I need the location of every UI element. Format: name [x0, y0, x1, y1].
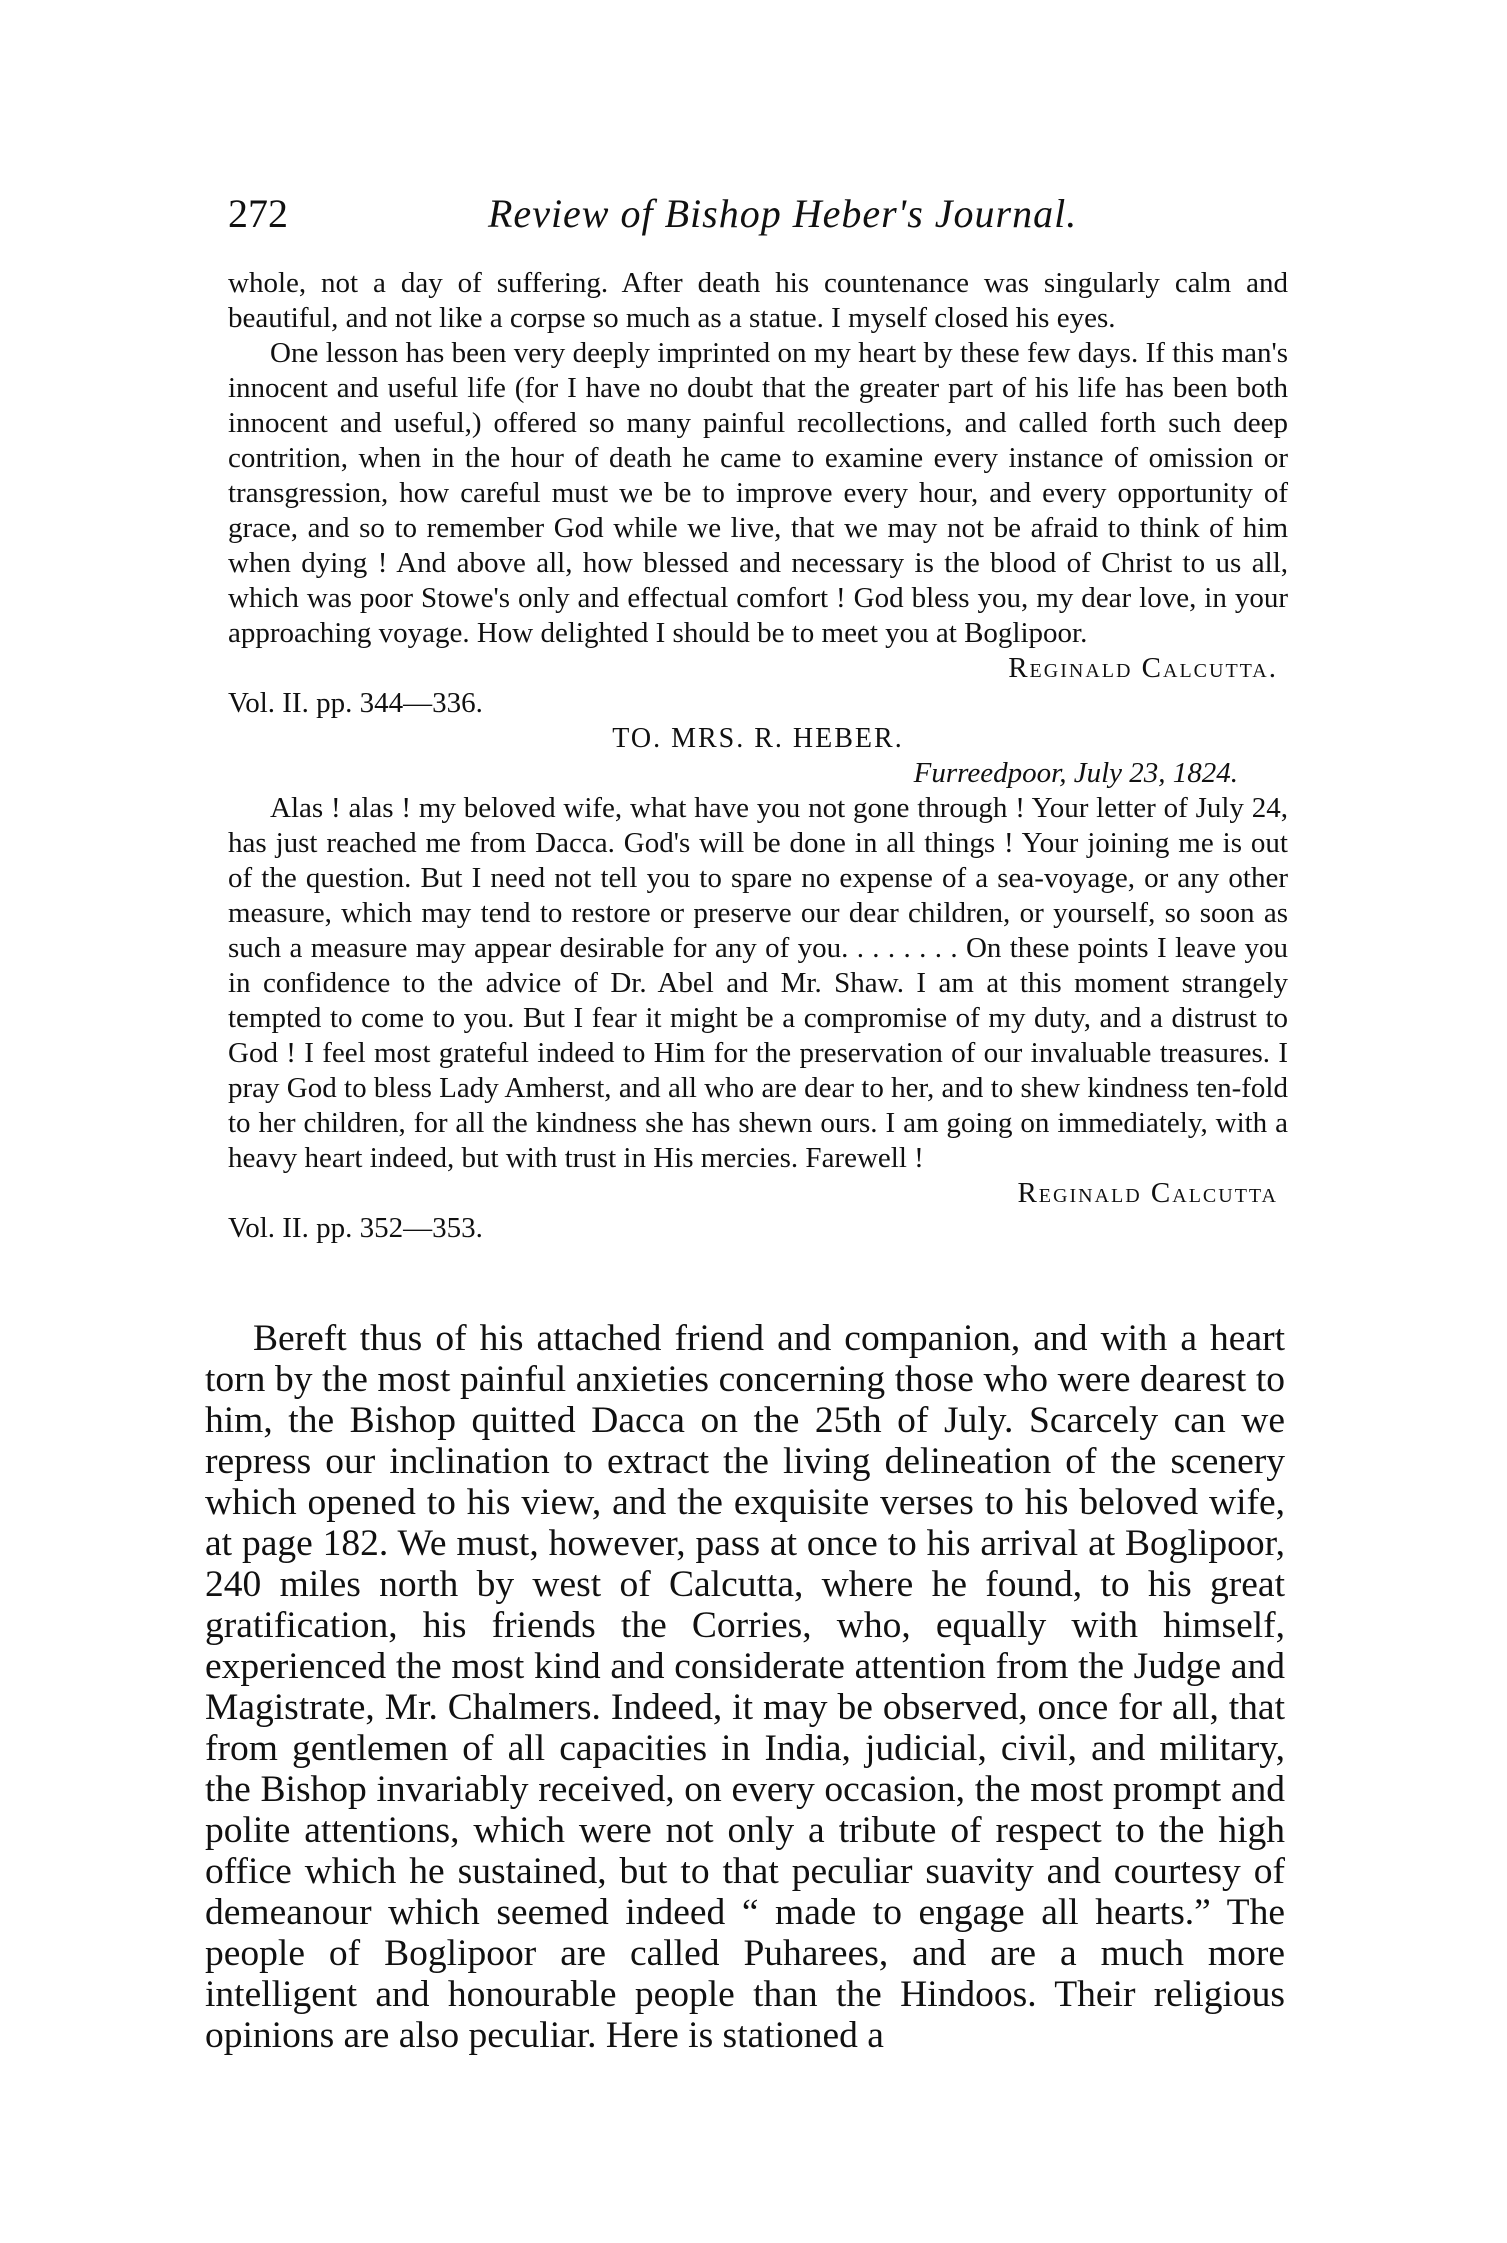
main-text: [205, 1318, 1285, 2056]
letter-reference: Vol. II. pp. 344—336.: [228, 687, 483, 719]
letter-heading: TO. MRS. R. HEBER.: [612, 723, 904, 754]
body-paragraph: Bereft thus of his attached friend and companion, and with a heart torn by the most painful anxieties concerning those who were dearest to him, the Bishop quitted Dacca on the 25th of July. Scarcely can we repress our inclination to extract the living delineation of the scenery which opened to his view, and the exquisite verses to his beloved wife, at page 182. We must, however, pass at once to his arrival at Boglipoor, 240 miles north by west of Calcutta, where he found, to his great gratification, his friends the Corries, who, equally with himself, experienced the most kind and considerate attention from the Judge and Magistrate, Mr. Chalmers. Indeed, it may be observed, once for all, that from gentlemen of all capacities in India, judicial, civil, and military, the Bishop invariably received, on every occasion, the most prompt and polite attentions, which were not only a tribute of respect to the high office which he sustained, but to that peculiar suavity and courtesy of demeanour which seemed indeed “ made to engage all hearts.” The people of Boglipoor are called Puharees, and are a much more intelligent and honourable people than the Hindoos. Their religious opinions are also peculiar. Here is stationed a: [205, 1318, 1285, 2056]
letter-signature: Reginald Calcutta: [1017, 1177, 1278, 1209]
letter-signature: Reginald Calcutta.: [1008, 652, 1278, 684]
letter-continuation: whole, not a day of suffering. After death his countenance was singularly calm and beautiful, and not like a corpse so much as a statue. I myself closed his eyes.: [228, 267, 1288, 334]
page-header: [228, 190, 1288, 240]
letter-dateline: Furreedpoor, July 23, 1824.: [913, 757, 1238, 789]
quoted-letters: [228, 266, 1288, 1246]
running-head: Review of Bishop Heber's Journal.: [488, 191, 1078, 236]
page-number: 272: [228, 191, 288, 236]
letter-paragraph: One lesson has been very deeply imprinted on my heart by these few days. If this man's innocent and useful life (for I have no doubt that the greater part of his life has been both innocent and useful,) offered so many painful recollections, and called forth such deep contrition, when in the hour of death he came to examine every instance of omission or transgression, how careful must we be to improve every hour, and every opportunity of grace, and so to remember God while we live, that we may not be afraid to think of him when dying ! And above all, how blessed and necessary is the blood of Christ to us all, which was poor Stowe's only and effectual comfort ! God bless you, my dear love, in your approaching voyage. How delighted I should be to meet you at Boglipoor.: [228, 337, 1288, 649]
letter-paragraph: [228, 791, 1288, 1176]
letter-reference: Vol. II. pp. 352—353.: [228, 1212, 483, 1244]
letter-paragraph-text: Alas ! alas ! my beloved wife, what have you not gone through ! Your letter of July 24, has just reached me from Dacca. God's will be done in all things ! Your joining me is out of the question. But I need not tell you to spare no expense of a sea-voyage, or any other measure, which may tend to restore or preserve our dear children, or yourself, so soon as such a measure may appear desirable for any of you. . . . . . . . On these points I leave you in confidence to the advice of Dr. Abel and Mr. Shaw. I am at this moment strangely tempted to come to you. But I fear it might be a compromise of my duty, and a distrust to God ! I feel most grateful indeed to Him for the preservation of our invaluable treasures. I pray God to bless Lady Amherst, and all who are dear to her, and to shew kindness ten-fold to her children, for all the kindness she has shewn ours. I am going on immediately, with a heavy heart indeed, but with trust in His mercies. Farewell !: [228, 792, 1288, 1174]
